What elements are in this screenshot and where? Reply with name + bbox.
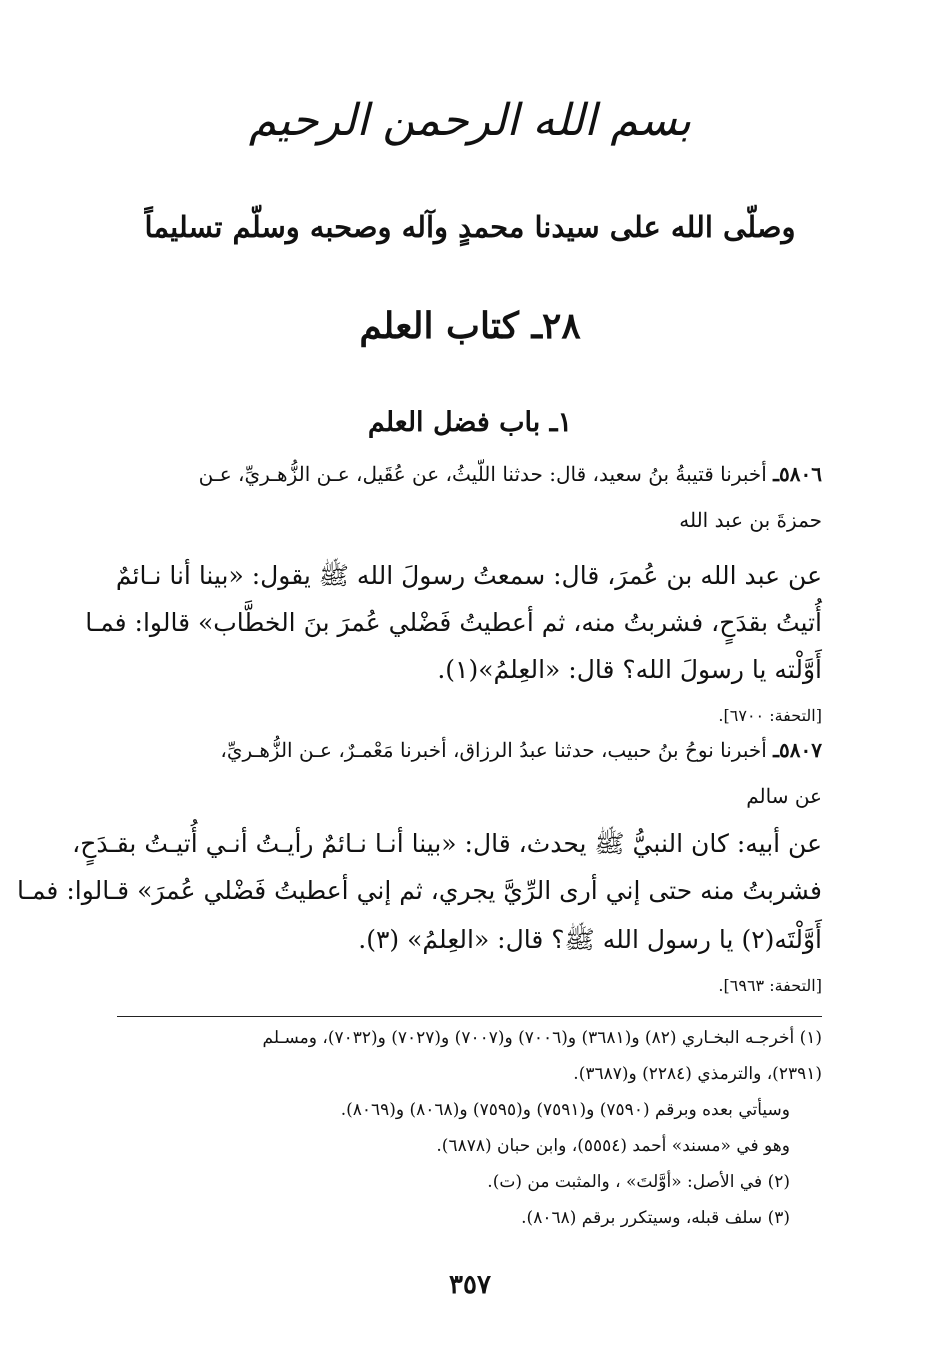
hadith-5807-matn-line1: عن أبيه: كان النبيُّ ﷺ يحدث، قال: «بينا أنـا نـائمٌ رأيـتُ أنـي أُتيـتُ بقـدَحٍ، bbox=[72, 829, 822, 858]
chapter-title: ١ـ باب فضل العلم bbox=[367, 407, 573, 438]
footnote-1-line2: (٢٣٩١)، والترمذي (٢٢٨٤) و(٣٦٨٧). bbox=[573, 1064, 822, 1084]
hadith-5806-isnad-line1 bbox=[199, 462, 822, 486]
hadith-5807-isnad-line2: عن سالم bbox=[746, 784, 822, 808]
hadith-5806-isnad-line2: حمزةَ بن عبد الله bbox=[679, 508, 822, 532]
hadith-number: ٥٨٠٧ـ bbox=[773, 738, 822, 762]
hadith-5807-isnad-line1 bbox=[220, 738, 822, 762]
footnote-3: (٣) سلف قبله، وسيتكرر برقم (٨٠٦٨). bbox=[521, 1208, 790, 1228]
basmala-calligraphy: بسم الله الرحمن الرحيم bbox=[248, 95, 692, 146]
hadith-5806-tuhfa-ref: [التحفة: ٦٧٠٠]. bbox=[718, 706, 822, 725]
hadith-5806-matn-line2: أُتيتُ بقدَحٍ، فشربتُ منه، ثم أعطيتُ فَضْلي عُمرَ بنَ الخطَّاب» قالوا: فمـا bbox=[85, 608, 822, 637]
hadith-5807-matn-line2: فشربتُ منه حتى إني أرى الرِّيَّ يجري، ثم إني أعطيتُ فَضْلي عُمرَ» قـالوا: فمـا bbox=[17, 876, 822, 905]
hadith-5806-matn-line3: أَوَّلْته يا رسولَ الله؟ قال: «العِلمُ»(١). bbox=[437, 655, 822, 684]
footnote-1-line3: وسيأتي بعده وبرقم (٧٥٩٠) و(٧٥٩١) و(٧٥٩٥) و(٨٠٦٨) و(٨٠٦٩). bbox=[340, 1100, 790, 1120]
footnote-divider bbox=[117, 1016, 822, 1017]
footnote-1-line1: (١) أخرجـه البخـاري (٨٢) و(٣٦٨١) و(٧٠٠٦) و(٧٠٠٧) و(٧٠٢٧) و(٧٠٣٢)، ومسـلم bbox=[262, 1028, 822, 1048]
hadith-5807-matn-line3: أَوَّلْتَه(٢) يا رسول الله ﷺ؟ قال: «العِلمُ» (٣). bbox=[358, 925, 822, 954]
isnad-text: أخبرنا نوحُ بنُ حبيب، حدثنا عبدُ الرزاق، أخبرنا مَعْمـرٌ، عـن الزُّهـريِّ، bbox=[220, 738, 774, 762]
footnote-1-line4: وهو في «مسند» أحمد (٥٥٥٤)، وابن حبان (٦٨٧٨). bbox=[436, 1136, 790, 1156]
page-number: ٣٥٧ bbox=[449, 1270, 491, 1300]
salawat-heading: وصلّى الله على سيدنا محمدٍ وآله وصحبه وسلّم تسليماً bbox=[144, 210, 796, 244]
hadith-number: ٥٨٠٦ـ bbox=[773, 462, 822, 486]
footnote-2: (٢) في الأصل: «أوَّلتَ» ، والمثبت من (ت). bbox=[487, 1172, 790, 1192]
book-title: ٢٨ـ كتاب العلم bbox=[359, 305, 581, 347]
hadith-5807-tuhfa-ref: [التحفة: ٦٩٦٣]. bbox=[718, 976, 822, 995]
isnad-text: أخبرنا قتيبةُ بنُ سعيد، قال: حدثنا اللّيثُ، عن عُقَيل، عـن الزُّهـريِّ، عـن bbox=[198, 462, 774, 486]
hadith-5806-matn-line1: عن عبد الله بن عُمرَ، قال: سمعتُ رسولَ الله ﷺ يقول: «بينا أنا نـائمٌ bbox=[115, 561, 822, 590]
